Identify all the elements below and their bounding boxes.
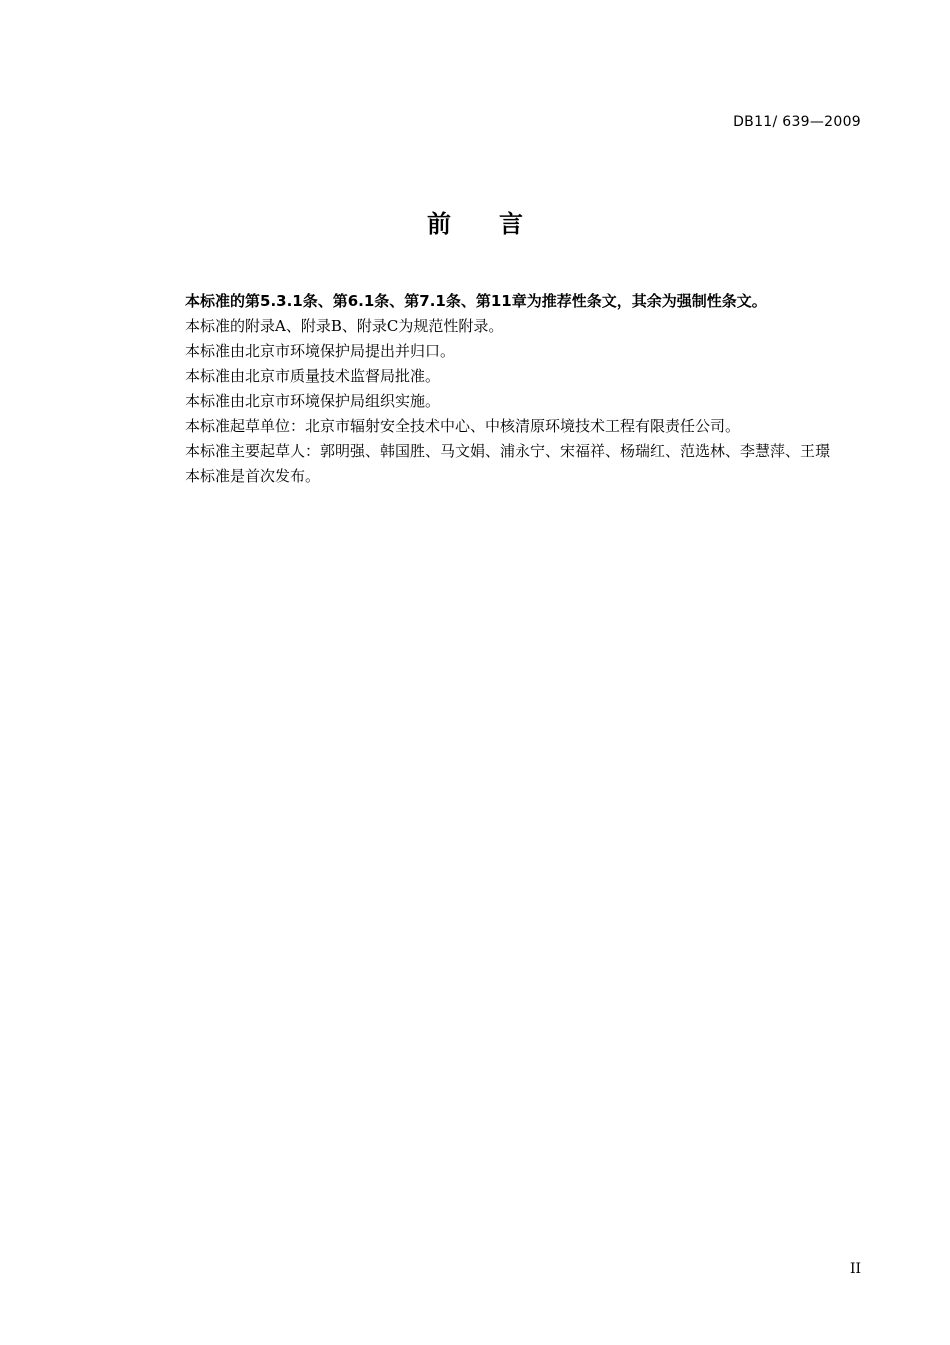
page-title-char-1: 前 [427, 210, 451, 238]
paragraph-implementer: 本标准由北京市环境保护局组织实施。 [185, 392, 441, 410]
standard-code: DB11/ 639—2009 [733, 114, 861, 130]
paragraph-appendices: 本标准的附录A、附录B、附录C为规范性附录。 [185, 317, 504, 335]
paragraph-first-release: 本标准是首次发布。 [185, 467, 321, 485]
paragraph-approver: 本标准由北京市质量技术监督局批准。 [185, 367, 441, 385]
paragraph-proposer: 本标准由北京市环境保护局提出并归口。 [185, 342, 456, 360]
foreword-body [152, 289, 864, 489]
page-title-char-2: 言 [499, 210, 523, 238]
page-title [0, 204, 950, 239]
paragraph-drafting-units: 本标准起草单位：北京市辐射安全技术中心、中核清原环境技术工程有限责任公司。 [185, 417, 741, 435]
paragraph-drafters: 本标准主要起草人：郭明强、韩国胜、马文娟、浦永宁、宋福祥、杨瑞红、范选林、李慧萍、王璟 [185, 442, 831, 460]
paragraph-recommended-clauses: 本标准的第5.3.1条、第6.1条、第7.1条、第11章为推荐性条文，其余为强制性条文。 [185, 292, 767, 310]
page-number: II [849, 1261, 861, 1277]
